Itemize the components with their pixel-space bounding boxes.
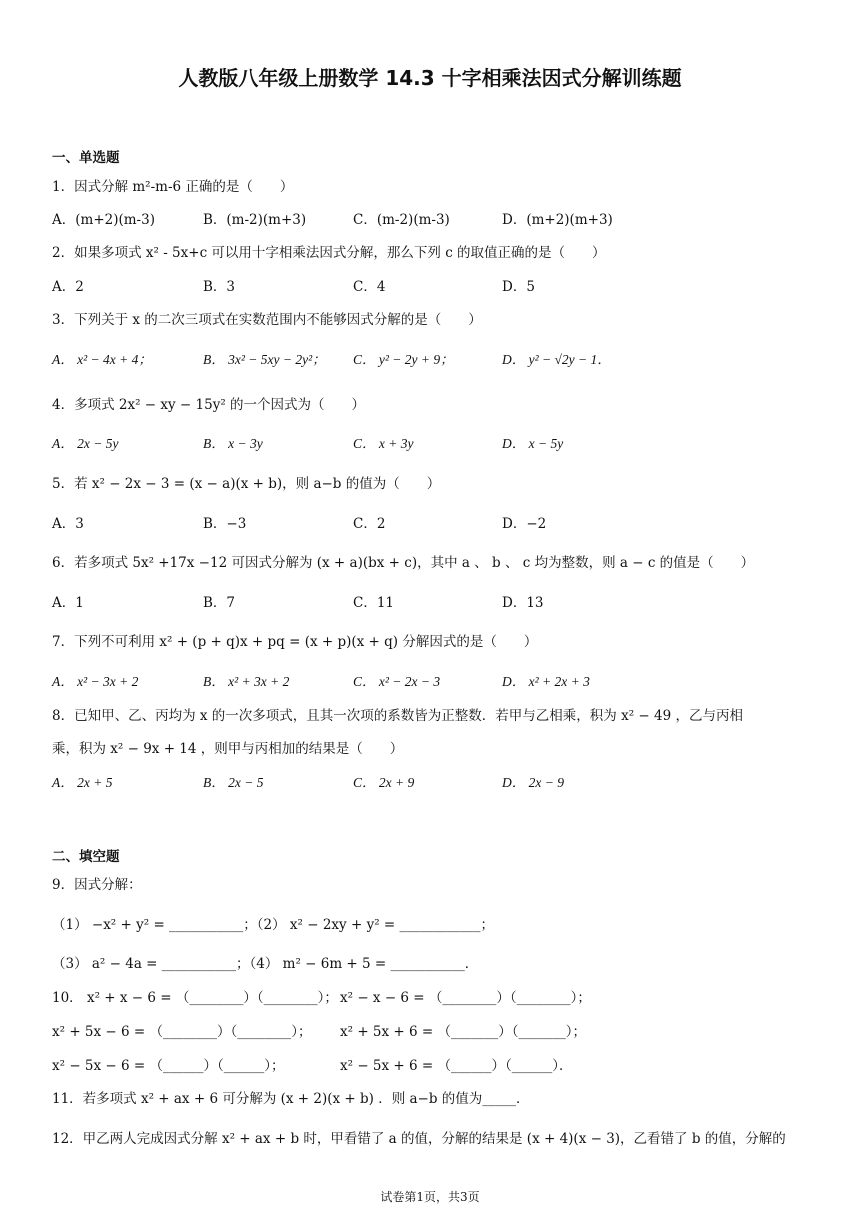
q3-option-a: A． x² − 4x + 4； [52, 352, 152, 367]
question-8-stem-line2: 乘，积为 x² − 9x + 14 ，则甲与丙相加的结果是（ ） [52, 741, 404, 757]
question-5-stem: 5．若 x² − 2x − 3 = (x − a)(x + b)，则 a−b 的值为（ ） [52, 476, 441, 492]
q4-option-c: C． x + 3y [353, 436, 414, 451]
q1-option-d: D．(m+2)(m+3) [502, 212, 613, 228]
q2-option-a: A．2 [52, 279, 84, 295]
question-10-line3-b: x² − 5x + 6 = （______）（______）． [340, 1058, 573, 1074]
question-1-stem: 1．因式分解 m²-m-6 正确的是（ ） [52, 179, 294, 195]
question-4-stem: 4．多项式 2x² − xy − 15y² 的一个因式为（ ） [52, 397, 366, 413]
q5-option-d: D．−2 [502, 516, 547, 532]
q7-option-b: B． x² + 3x + 2 [203, 674, 290, 689]
question-10-line3-a: x² − 5x − 6 = （______）（______）； [52, 1058, 285, 1074]
q2-option-b: B．3 [203, 279, 236, 295]
q3-option-b: B． 3x² − 5xy − 2y²； [203, 352, 326, 367]
q5-option-b: B．−3 [203, 516, 247, 532]
q2-option-c: C．4 [353, 279, 386, 295]
question-12-stem: 12．甲乙两人完成因式分解 x² + ax + b 时，甲看错了 a 的值，分解的结果是 (x + 4)(x − 3)，乙看错了 b 的值，分解的 [52, 1131, 786, 1147]
q1-option-c: C．(m-2)(m-3) [353, 212, 450, 228]
question-3-stem: 3．下列关于 x 的二次三项式在实数范围内不能够因式分解的是（ ） [52, 312, 482, 328]
q5-option-a: A．3 [52, 516, 84, 532]
q2-option-d: D．5 [502, 279, 535, 295]
page-title: 人教版八年级上册数学 14.3 十字相乘法因式分解训练题 [178, 66, 682, 90]
q8-option-b: B． 2x − 5 [203, 775, 264, 790]
q7-option-d: D． x² + 2x + 3 [502, 674, 590, 689]
q3-option-c: C． y² − 2y + 9； [353, 352, 454, 367]
page-footer: 试卷第1页，共3页 [380, 1190, 480, 1204]
q3-option-d: D． y² − √2y − 1． [502, 352, 611, 367]
question-6-stem: 6．若多项式 5x² +17x −12 可因式分解为 (x + a)(bx + c)，其中 a 、 b 、 c 均为整数，则 a − c 的值是（ ） [52, 555, 755, 571]
q6-option-a: A．1 [52, 595, 84, 611]
q1-option-a: A．(m+2)(m-3) [52, 212, 155, 228]
question-10-line2-b: x² + 5x + 6 = （_______）（_______）； [340, 1024, 586, 1040]
q5-option-c: C．2 [353, 516, 386, 532]
q6-option-d: D．13 [502, 595, 544, 611]
q8-option-c: C． 2x + 9 [353, 775, 415, 790]
question-10-line1-a: 10． x² + x − 6 = （________）（________）； [52, 990, 338, 1006]
question-11-stem: 11．若多项式 x² + ax + 6 可分解为 (x + 2)(x + b) ．则 a−b 的值为_____． [52, 1091, 530, 1107]
question-10-line2-a: x² + 5x − 6 = （________）（________）； [52, 1024, 312, 1040]
q1-option-b: B．(m-2)(m+3) [203, 212, 307, 228]
question-8-stem-line1: 8．已知甲、乙、丙均为 x 的一次多项式，且其一次项的系数皆为正整数．若甲与乙相乘，积为 x² − 49 ，乙与丙相 [52, 708, 743, 724]
q8-option-a: A． 2x + 5 [52, 775, 113, 790]
section-heading-single-choice: 一、单选题 [52, 150, 120, 166]
q4-option-a: A． 2x − 5y [52, 436, 119, 451]
q8-option-d: D． 2x − 9 [502, 775, 564, 790]
question-7-stem: 7．下列不可利用 x² + (p + q)x + pq = (x + p)(x + q) 分解因式的是（ ） [52, 634, 538, 650]
question-9-stem: 9．因式分解： [52, 877, 142, 893]
question-9-line1: （1） −x² + y² = ___________；（2） x² − 2xy + y² = ____________； [52, 917, 494, 933]
question-10-line1-b: x² − x − 6 = （________）（________）； [340, 990, 591, 1006]
question-2-stem: 2．如果多项式 x² - 5x+c 可以用十字相乘法因式分解，那么下列 c 的取值正确的是（ ） [52, 245, 606, 261]
q4-option-d: D． x − 5y [502, 436, 564, 451]
q7-option-a: A． x² − 3x + 2 [52, 674, 139, 689]
q6-option-b: B．7 [203, 595, 236, 611]
section-heading-fill-in: 二、填空题 [52, 849, 120, 865]
q6-option-c: C．11 [353, 595, 395, 611]
question-9-line2: （3） a² − 4a = ___________；（4） m² − 6m + 5 = ___________． [52, 956, 479, 972]
q4-option-b: B． x − 3y [203, 436, 263, 451]
q7-option-c: C． x² − 2x − 3 [353, 674, 441, 689]
